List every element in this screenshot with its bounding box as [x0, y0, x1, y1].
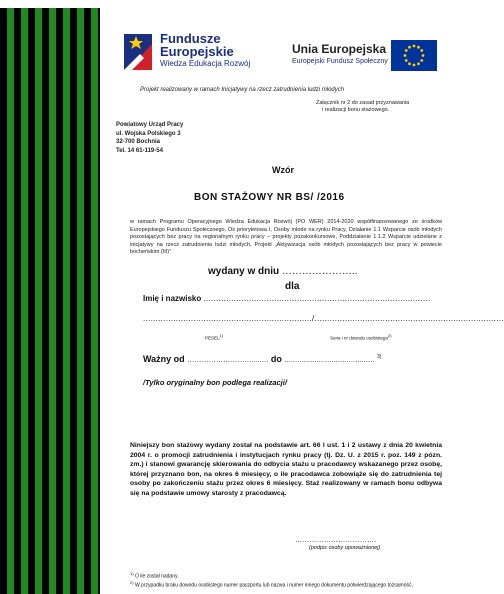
signature-caption: (podpis osoby upoważnionej)	[309, 545, 381, 551]
valid-from-field[interactable]: ……………………...........	[187, 357, 269, 364]
fe-subtitle: Wiedza Edukacja Rozwój	[160, 59, 251, 68]
eu-flag-icon	[391, 40, 437, 71]
footnote-2: $^{2)}$ W przypadku braku dowodu osobistego numer paszportu lub nazwa i numer innego dokumentu potwierdzającego tożsamość.	[130, 580, 413, 589]
valid-from-label: Ważny od	[143, 354, 185, 364]
name-row	[143, 294, 431, 303]
id-document-field[interactable]: ...........................................................................	[314, 314, 504, 323]
for-label: dla	[285, 281, 300, 292]
id-document-caption: Seria i nr dowodu osobistego2)	[330, 333, 392, 341]
attachment-note: Załącznik nr 2 do zasad przyznawania i realizacji bonu stażowego.	[316, 100, 410, 113]
valid-to-field[interactable]: ..........................................	[284, 357, 375, 364]
voucher-title: BON STAŻOWY NR BS/ /2016	[194, 192, 345, 203]
name-label: Imię i nazwisko	[143, 294, 202, 303]
eu-subtitle: Europejski Fundusz Społeczny	[292, 58, 388, 65]
valid-to-label: do	[270, 354, 282, 364]
project-line: Projekt realizowany w ramach Inicjatywy na rzecz zatrudnienia ludzi młodych	[140, 87, 345, 93]
office-name: Powiatowy Urząd Pracy	[116, 122, 184, 128]
valid-footnote-mark: 3)	[377, 354, 382, 360]
office-city: 32-700 Bochnia	[116, 139, 161, 145]
decorative-stripes	[0, 8, 100, 594]
validity-row	[143, 354, 381, 364]
template-label: Wzór	[272, 165, 294, 175]
pesel-caption: PESEL1)	[205, 333, 224, 341]
fundusze-europejskie-logo	[122, 30, 251, 78]
legal-basis-text: Niniejszy bon stażowy wydany został na podstawie art. 66 l ust. 1 i 2 ustawy z dnia 20 kwietnia 2004 r. o promocji zatrudnienia i instytucjach rynku pracy (tj. Dz. U. z 2015 r. poz. 149 z pózn. zm.) i stanowi gwarancję skierowania do odbycia stażu u pracodawcy wskazanego przez osobę, której przyznano bon, na okres 6 miesięcy, o ile pracodawca zobowiąże się do zatrudnienia tej osoby po zakończeniu stażu przez okres 6 miesięcy. Staż realizowany w ramach bonu odbywa się na podstawie umowy starosty z pracodawcą.	[130, 442, 442, 497]
fe-title: Fundusze Europejskie	[160, 31, 234, 59]
office-phone: Tel. 14 61-119-54	[116, 147, 163, 154]
office-address	[116, 121, 183, 155]
name-field[interactable]: ..........................................................................................	[203, 294, 431, 303]
separator-slash: /	[312, 314, 315, 323]
office-street: ul. Wojska Polskiego 3	[116, 130, 181, 137]
program-description: w ramach Programu Operacyjnego Wiedza Edukacja Rozwój (PO WER) 2014-2020 współfinansowanego ze środków Europejskiego Funduszu Społecznego, Oś priorytetowa I, Osoby młode na rynku Pracy, Działanie 1.1 Wsparcie osób młodych pozostających bez pracy na regionalnym rynku pracy – projekty pozakonkursowe, Poddziałanie 1.1.2 Wsparcie udzielane z inicjatywy na rzecz zatrudnienia ludzi młodych, Projekt „Aktywizacja osób młodych pozostających bez pracy w powiecie bocheńskim (III)”	[130, 219, 442, 256]
fe-star-mark-icon	[122, 30, 156, 74]
issued-date-row	[208, 266, 357, 277]
pesel-field[interactable]: ...................................................................	[143, 314, 313, 323]
eu-title: Unia Europejska	[292, 42, 387, 56]
footnote-1: $^{1)}$ O ile został nadany.	[130, 571, 179, 580]
issued-label: wydany w dniu	[208, 266, 280, 277]
original-only-note: /Tylko oryginalny bon podlega realizacji/	[143, 378, 287, 387]
issued-date-field[interactable]: …………………..	[281, 266, 358, 277]
signature-field[interactable]: …………………………….	[295, 537, 377, 544]
pesel-id-row	[143, 314, 504, 323]
